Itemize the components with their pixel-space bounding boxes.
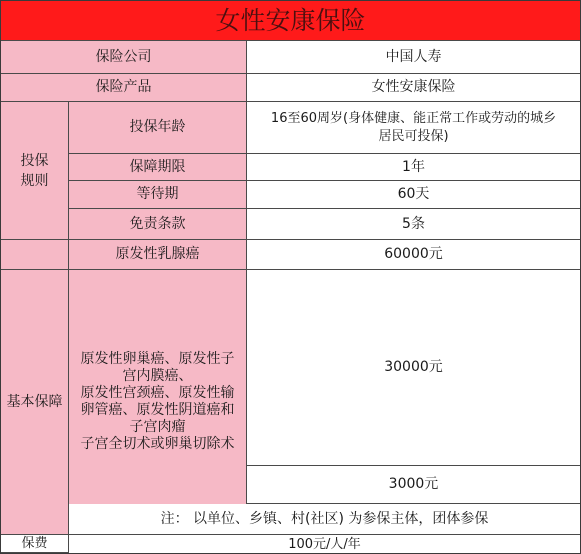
exemption-value: 5条 [247, 209, 580, 240]
breast-cancer-value: 60000元 [247, 240, 580, 270]
blank-cell [1, 240, 69, 270]
company-value: 中国人寿 [247, 41, 580, 74]
cancers-value: 30000元 [247, 270, 580, 466]
company-label: 保险公司 [1, 41, 247, 74]
surgery-value: 3000元 [247, 466, 580, 504]
rules-group-label: 投保 规则 [1, 102, 69, 240]
age-label: 投保年龄 [69, 102, 247, 154]
product-label: 保险产品 [1, 74, 247, 102]
product-value: 女性安康保险 [247, 74, 580, 102]
fee-value: 100元/人/年 [69, 535, 580, 553]
cancers-label: 原发性卵巢癌、原发性子 宫内膜癌、 原发性宫颈癌、原发性输 卵管癌、原发性阴道癌和 子宫肉瘤 子宫全切术或卵巢切除术 [69, 270, 247, 535]
breast-cancer-label: 原发性乳腺癌 [69, 240, 247, 270]
note-text: 注： 以单位、乡镇、村(社区) 为参保主体，团体参保 [69, 504, 580, 535]
waiting-value: 60天 [247, 181, 580, 209]
basic-group-label: 基本保障 [1, 270, 69, 535]
table-title: 女性安康保险 [1, 1, 580, 41]
exemption-label: 免责条款 [69, 209, 247, 240]
waiting-label: 等待期 [69, 181, 247, 209]
term-label: 保障期限 [69, 154, 247, 181]
fee-label: 保费 [1, 535, 69, 553]
age-value: 16至60周岁(身体健康、能正常工作或劳动的城乡 居民可投保) [247, 102, 580, 154]
term-value: 1年 [247, 154, 580, 181]
